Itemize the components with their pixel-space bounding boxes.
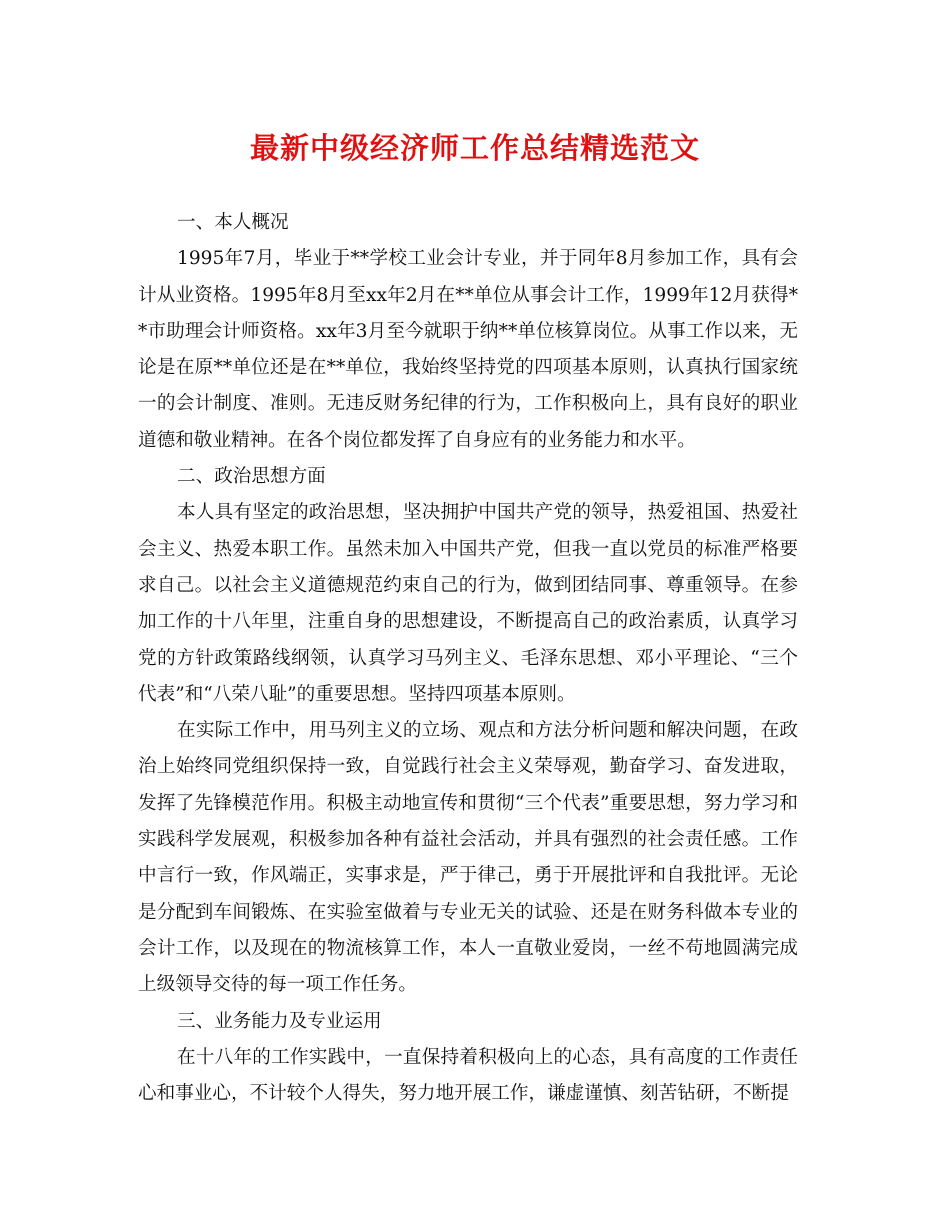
document-title: 最新中级经济师工作总结精选范文	[249, 131, 700, 165]
paragraph: 在十八年的工作实践中，一直保持着积极向上的心态，具有高度的工作责任心和事业心，不计较个人得失，努力地开展工作，谦虚谨慎、刻苦钻研，不断提	[138, 1046, 798, 1105]
paragraph: 在实际工作中，用马列主义的立场、观点和方法分析问题和解决问题，在政治上始终同党组织保持一致，自觉践行社会主义荣辱观，勤奋学习、奋发进取，发挥了先锋模范作用。积极主动地宣传和贯彻“三个代表”重要思想，努力学习和实践科学发展观，积极参加各种有益社会活动，并具有强烈的社会责任感。工作中言行一致，作风端正，实事求是，严于律己，勇于开展批评和自我批评。无论是分配到车间锻炼、在实验室做着与专业无关的试验、还是在财务科做本专业的会计工作，以及现在的物流核算工作，本人一直敬业爱岗，一丝不苟地圆满完成上级领导交待的每一项工作任务。	[138, 720, 798, 996]
section-heading: 二、政治思想方面	[177, 466, 326, 488]
document-body	[138, 205, 798, 1112]
paragraph: 本人具有坚定的政治思想，坚决拥护中国共产党的领导，热爱祖国、热爱社会主义、热爱本职工作。虽然未加入中国共产党，但我一直以党员的标准严格要求自己。以社会主义道德规范约束自己的行为，做到团结同事、尊重领导。在参加工作的十八年里，注重自身的思想建设，不断提高自己的政治素质，认真学习党的方针政策路线纲领，认真学习马列主义、毛泽东思想、邓小平理论、“三个代表”和“八荣八耻”的重要思想。坚持四项基本原则。	[138, 502, 798, 705]
paragraph: 1995年7月，毕业于**学校工业会计专业，并于同年8月参加工作，具有会计从业资格。1995年8月至xx年2月在**单位从事会计工作，1999年12月获得**市助理会计师资格。xx年3月至今就职于纳**单位核算岗位。从事工作以来，无论是在原**单位还是在**单位，我始终坚持党的四项基本原则，认真执行国家统一的会计制度、准则。无违反财务纪律的行为，工作积极向上，具有良好的职业道德和敬业精神。在各个岗位都发挥了自身应有的业务能力和水平。	[138, 248, 798, 451]
section-heading: 三、业务能力及专业运用	[177, 1010, 382, 1032]
section-heading: 一、本人概况	[177, 212, 289, 233]
